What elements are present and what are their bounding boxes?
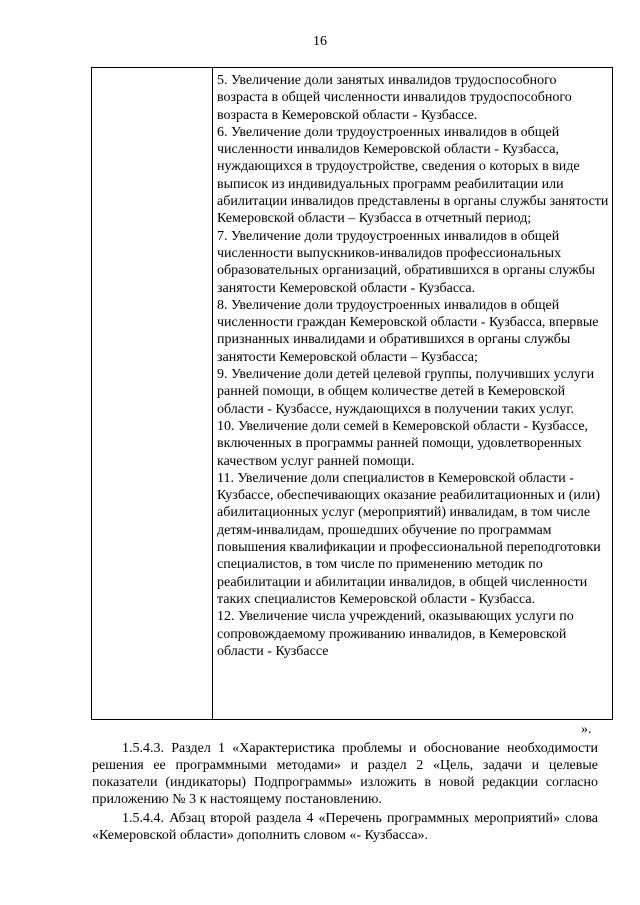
indicators-table: [91, 67, 613, 720]
indicator-5: 5. Увеличение доли занятых инвалидов трудоспособного возраста в общей численности инвалидов трудоспособного возраста в Кемеровской области - Кузбассе.: [217, 73, 572, 123]
indicator-12: 12. Увеличение числа учреждений, оказывающих услуги по сопровождаемому проживанию инвалидов, в Кемеровской области - Кузбассе: [217, 609, 574, 659]
indicator-6: 6. Увеличение доли трудоустроенных инвалидов в общей численности инвалидов Кемеровской области - Кузбасса, нуждающихся в трудоустройстве, сведения о которых в виде выписок из индивидуальных программ реабилитации или абилитации инвалидов представлены в органы службы занятости Кемеровской области – Кузбасса в отчетный период;: [217, 124, 609, 227]
table-indicators-cell: [213, 68, 613, 720]
indicator-11: 11. Увеличение доли специалистов в Кемеровской области - Кузбассе, обеспечивающих оказание реабилитационных и (или) абилитационных услуг (мероприятий) инвалидам, в том числе детям-инвалидам, прошедших обучение по программам повышения квалификации и профессиональной переподготовки специалистов, в том числе по применению методик по реабилитации и абилитации инвалидов, в общей численности таких специалистов Кемеровской области - Кузбасса.: [217, 470, 601, 607]
page-number: 16: [313, 34, 327, 49]
paragraph-1-5-4-4: 1.5.4.4. Абзац второй раздела 4 «Перечень программных мероприятий» слова «Кемеровской области» дополнить словом «- Кузбасса».: [92, 811, 598, 843]
indicator-7: 7. Увеличение доли трудоустроенных инвалидов в общей численности выпускников-инвалидов профессиональных образовательных организаций, обратившихся в органы службы занятости Кемеровской области - Кузбасса.: [217, 228, 596, 296]
table-row: [92, 68, 613, 720]
indicator-9: 9. Увеличение доли детей целевой группы, получивших услуги ранней помощи, в общем количестве детей в Кемеровской области - Кузбассе, нуждающихся в получении таких услуг.: [217, 367, 595, 417]
closing-quote: ».: [581, 722, 592, 737]
indicator-10: 10. Увеличение доли семей в Кемеровской области - Кузбассе, включенных в программы ранней помощи, удовлетворенных качеством услуг ранней помощи.: [217, 418, 589, 469]
table-label-cell: [92, 68, 213, 720]
indicator-8: 8. Увеличение доли трудоустроенных инвалидов в общей численности граждан Кемеровской области - Кузбасса, впервые признанных инвалидами и обратившихся в органы службы занятости Кемеровской области – Кузбасса;: [217, 297, 599, 365]
paragraph-1-5-4-3: 1.5.4.3. Раздел 1 «Характеристика проблемы и обоснование необходимости решения ее программными методами» и раздел 2 «Цель, задачи и целевые показатели (индикаторы) Подпрограммы» изложить в новой редакции согласно приложению № 3 к настоящему постановлению.: [92, 741, 598, 807]
